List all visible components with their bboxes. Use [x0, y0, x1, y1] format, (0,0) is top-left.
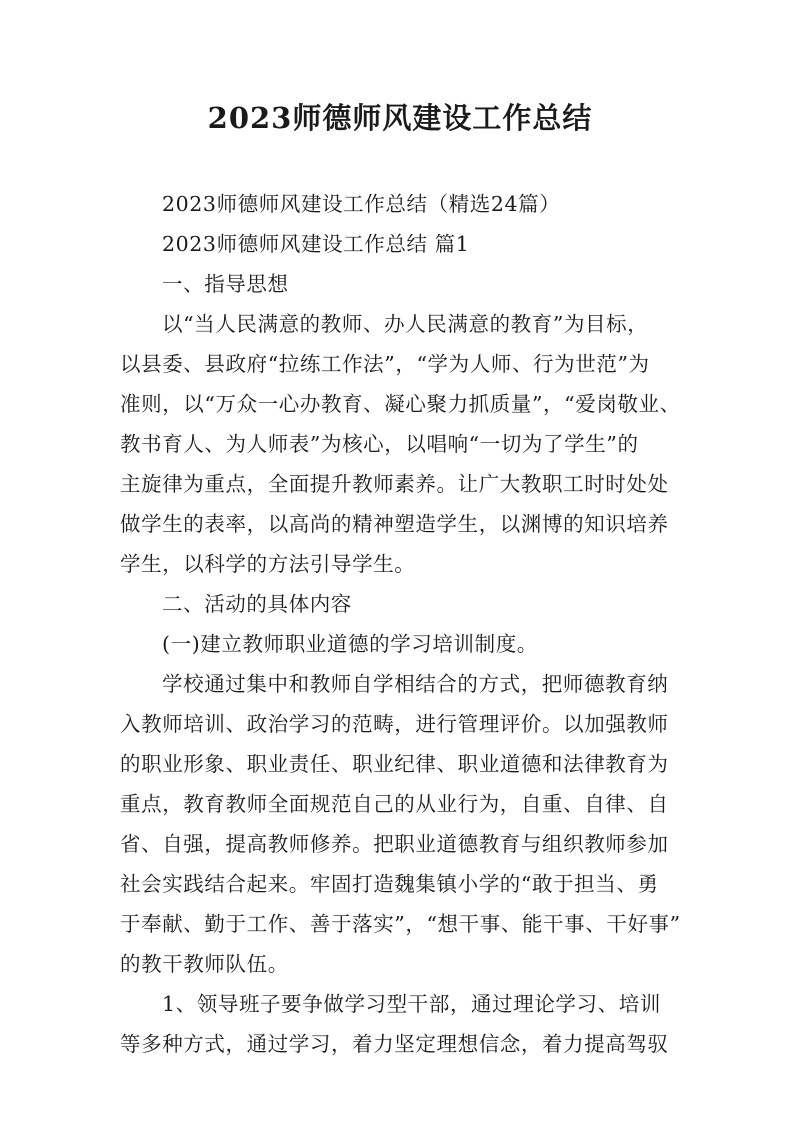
paragraph-line: 2023师德师风建设工作总结（精选24篇） [162, 192, 561, 216]
paragraph-line: 重点，教育教师全面规范自己的从业行为，自重、自律、自 [120, 792, 669, 816]
paragraph-line: 的教干教师队伍。 [120, 952, 289, 976]
document-title: 2023师德师风建设工作总结 [207, 101, 593, 135]
paragraph-line: 入教师培训、政治学习的范畴，进行管理评价。以加强教师 [120, 712, 669, 736]
paragraph-line: 学校通过集中和教师自学相结合的方式，把师德教育纳 [162, 672, 669, 696]
paragraph-line: 以县委、县政府“拉练工作法”，“学为人师、行为世范”为 [120, 352, 650, 376]
paragraph-line: 1、领导班子要争做学习型干部，通过理论学习、培训 [162, 992, 661, 1016]
paragraph-line: 省、自强，提高教师修养。把职业道德教育与组织教师参加 [120, 832, 669, 856]
paragraph-line: 准则，以“万众一心办教育、凝心聚力抓质量”，“爱岗敬业、 [120, 392, 681, 416]
paragraph-line: 做学生的表率，以高尚的精神塑造学生，以渊博的知识培养 [120, 512, 669, 536]
section-heading: 一、指导思想 [162, 272, 289, 296]
paragraph-line: 2023师德师风建设工作总结 篇1 [162, 232, 470, 256]
paragraph-line: 以“当人民满意的教师、办人民满意的教育”为目标， [162, 312, 649, 336]
paragraph-line: 等多种方式，通过学习，着力坚定理想信念，着力提高驾驭 [120, 1032, 669, 1056]
paragraph-line: 主旋律为重点，全面提升教师素养。让广大教职工时时处处 [120, 472, 669, 496]
paragraph-line: 的职业形象、职业责任、职业纪律、职业道德和法律教育为 [120, 752, 669, 776]
section-heading: 二、活动的具体内容 [162, 592, 352, 616]
paragraph-line: 学生，以科学的方法引导学生。 [120, 552, 416, 576]
subsection-heading: (一)建立教师职业道德的学习培训制度。 [162, 632, 538, 656]
paragraph-line: 社会实践结合起来。牢固打造魏集镇小学的“敢于担当、勇 [120, 872, 659, 896]
paragraph-line: 教书育人、为人师表”为核心，以唱响“一切为了学生”的 [120, 432, 639, 456]
paragraph-line: 于奉献、勤于工作、善于落实”，“想干事、能干事、干好事” [120, 912, 681, 936]
document-body [120, 184, 688, 1064]
